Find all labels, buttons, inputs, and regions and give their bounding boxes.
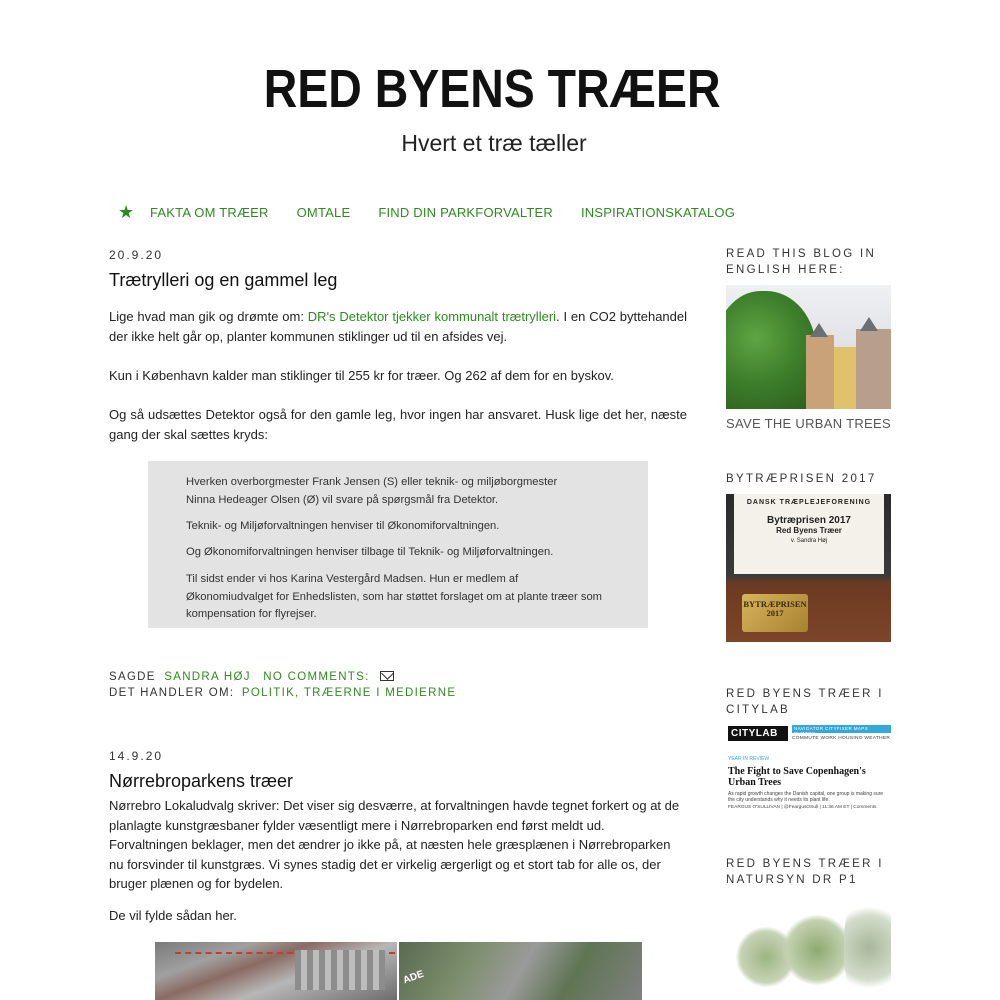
plaque-line: BYTRÆPRISEN xyxy=(743,599,807,609)
post-paragraph xyxy=(109,307,687,346)
post-meta xyxy=(109,671,394,683)
posted-by-label: SAGDE xyxy=(109,671,156,683)
detektor-link[interactable]: DR's Detektor tjekker kommunalt trætrylleri xyxy=(307,309,557,324)
aerial-photo[interactable] xyxy=(155,942,642,1000)
nav-item-parkforvalter[interactable]: FIND DIN PARKFORVALTER xyxy=(378,204,553,220)
post-labels xyxy=(109,687,456,699)
post-date: 20.9.20 xyxy=(109,248,164,262)
tree-shape xyxy=(782,915,852,985)
labels-prefix: DET HANDLER OM: xyxy=(109,687,235,699)
award-card xyxy=(734,494,884,574)
building-shape xyxy=(834,347,856,409)
tree-shape xyxy=(844,895,891,1000)
labels-links[interactable]: POLITIK, TRÆERNE I MEDIERNE xyxy=(241,687,457,699)
natursyn-image[interactable] xyxy=(726,895,891,1000)
plaque-line: 2017 xyxy=(766,608,784,618)
citylab-article-image[interactable] xyxy=(726,724,891,816)
map-label: ADE xyxy=(401,968,426,987)
citylab-logo: CITYLAB xyxy=(728,726,788,741)
star-icon[interactable]: ★ xyxy=(118,201,135,222)
paragraph-text: . I en CO2 byttehandel der ikke helt går op, planter kommunen stiklinger ud til en afsides vej. xyxy=(109,309,688,344)
email-post-icon[interactable] xyxy=(380,671,394,681)
award-org: DANSK TRÆPLEJEFORENING xyxy=(746,499,872,506)
post-paragraph: Og så udsættes Detektor også for den gamle leg, hvor ingen har ansvaret. Husk lige det her, næste gang der skal sættes kryds: xyxy=(109,407,687,442)
site-tagline: Hvert et træ tæller xyxy=(401,130,587,156)
building-shape xyxy=(806,335,834,409)
site-title[interactable]: RED BYENS TRÆER xyxy=(263,59,721,119)
nav-item-inspirationskatalog[interactable]: INSPIRATIONSKATALOG xyxy=(580,204,736,220)
citylab-description: As rapid growth changes the Danish capital, one group is making sure the city understands why it needs its plant life. xyxy=(728,791,884,803)
building-shape xyxy=(856,329,891,409)
aerial-photo-left xyxy=(155,942,397,1000)
street-trees-image[interactable] xyxy=(726,285,891,409)
blog-header xyxy=(0,0,1000,190)
post-title[interactable]: Trætrylleri og en gammel leg xyxy=(109,270,338,290)
citylab-byline: FEARGUS O'SULLIVAN | @FeargusOSull | 11:36 AM ET | Comments xyxy=(728,805,877,810)
comments-link[interactable]: NO COMMENTS: xyxy=(263,671,370,683)
widget-title: BYTRÆPRISEN 2017 xyxy=(726,473,877,485)
nav-item-fakta[interactable]: FAKTA OM TRÆER xyxy=(150,204,269,220)
citylab-headline: The Fight to Save Copenhagen's Urban Trees xyxy=(728,766,866,788)
award-plaque xyxy=(742,594,808,632)
award-title: Bytræprisen 2017 xyxy=(767,515,851,526)
tree-shape xyxy=(726,291,816,409)
quote-line: Hverken overborgmester Frank Jensen (S) eller teknik- og miljøborgmester Ninna Hedeager Olsen (Ø) vil svare på spørgsmål fra Detektor. xyxy=(186,476,558,506)
award-person: v. Sandra Høj xyxy=(790,538,828,544)
widget-title: READ THIS BLOG IN ENGLISH HERE: xyxy=(726,248,877,276)
post-paragraph: De vil fylde sådan her. xyxy=(109,908,237,923)
quote-line: Til sidst ender vi hos Karina Vestergård Madsen. Hun er medlem af Økonomiudvalget for Enhedslisten, som har støttet forslaget om at plante træer som kompensation for flyrejser. xyxy=(186,572,602,621)
quote-line: Og Økonomiforvaltningen henviser tilbage til Teknik- og Miljøforvaltningen. xyxy=(186,546,554,559)
paragraph-text: Lige hvad man gik og drømte om: xyxy=(109,309,308,324)
quote-line: Teknik- og Miljøforvaltningen henviser til Økonomiforvaltningen. xyxy=(186,520,500,533)
author-link[interactable]: SANDRA HØJ xyxy=(164,671,251,683)
award-recipient: Red Byens Træer xyxy=(776,526,842,535)
citylab-subnav: COMMUTE WORK HOUSING WEATHER xyxy=(792,736,891,741)
post-title[interactable]: Nørrebroparkens træer xyxy=(109,771,294,791)
citylab-nav: NAVIGATOR CITYFIXER MAPS PHOTOS xyxy=(792,725,891,733)
english-blog-link[interactable]: SAVE THE URBAN TREES xyxy=(726,416,891,431)
award-image[interactable] xyxy=(726,494,891,642)
quote-screenshot xyxy=(148,461,648,628)
aerial-photo-right xyxy=(399,942,642,1000)
top-nav xyxy=(110,200,763,224)
post-date: 14.9.20 xyxy=(109,749,164,763)
nav-item-omtale[interactable]: OMTALE xyxy=(296,204,351,220)
widget-title: RED BYENS TRÆER I CITYLAB xyxy=(726,688,884,716)
widget-title: RED BYENS TRÆER I NATURSYN DR P1 xyxy=(726,858,884,886)
post-paragraph: Kun i København kalder man stiklinger til 255 kr for træer. Og 262 af dem for en byskov. xyxy=(109,368,614,383)
post-paragraph: Nørrebro Lokaludvalg skriver: Det viser sig desværre, at forvaltningen havde tegnet forkert og at de planlagte kunstgræsbaner fylder væsentligt mere i Nørrebroparken end først meldt ud. Forvaltningen beklager, men det ændrer jo ikke på, at næsten hele græsplænen i Nørrebroparken nu forsvinder til kunstgræs. Vi synes stadig det er virkelig ærgerligt og et stort tab for alle os, der bruger plænen og for bydelen. xyxy=(109,798,680,891)
citylab-kicker: YEAR IN REVIEW xyxy=(728,756,770,762)
